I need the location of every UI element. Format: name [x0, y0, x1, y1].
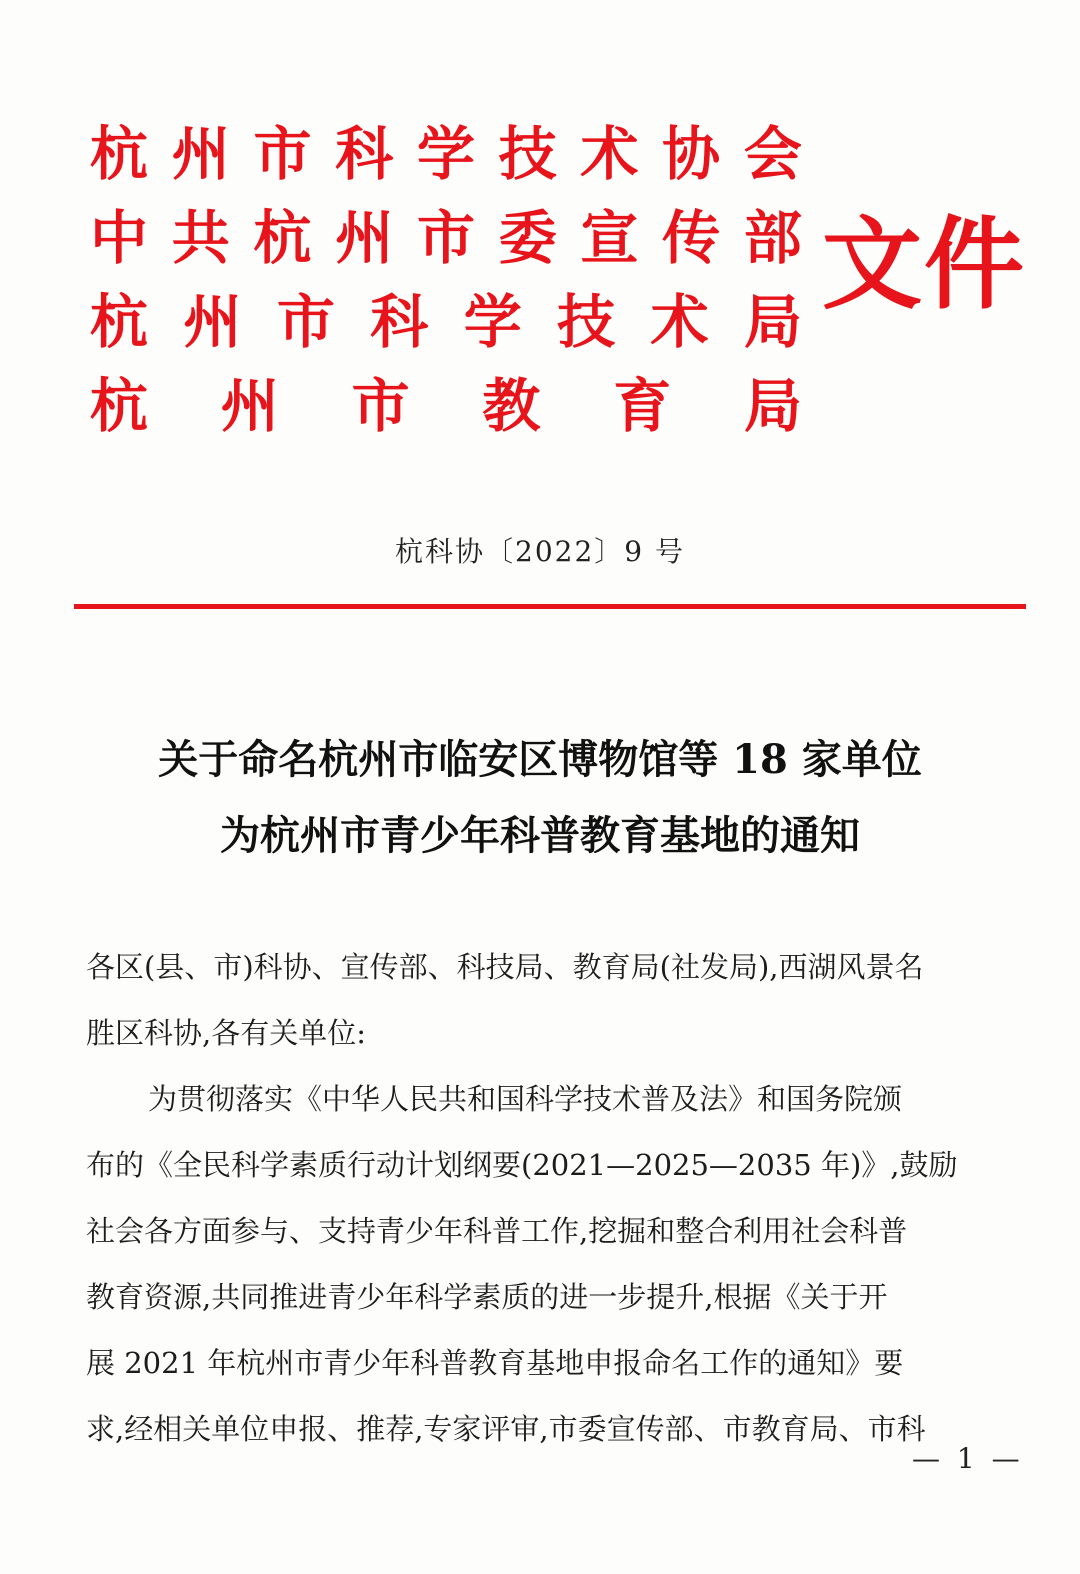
issuer-char: 局 [743, 288, 802, 356]
addressee-line-2: 胜区科协,各有关单位: [86, 1016, 366, 1050]
issuer-line-1 [90, 112, 802, 196]
issuer-char: 科 [335, 120, 394, 188]
paragraph-line: 求,经相关单位申报、推荐,专家评审,市委宣传部、市教育局、市科 [86, 1412, 926, 1446]
issuer-char: 州 [171, 120, 230, 188]
issuer-char: 学 [416, 120, 475, 188]
paragraph-line: 展 2021 年杭州市青少年科普教育基地申报命名工作的通知》要 [86, 1346, 904, 1380]
issuer-char: 市 [253, 120, 312, 188]
issuer-char: 部 [743, 204, 802, 272]
issuer-char: 杭 [90, 288, 149, 356]
issuer-char: 传 [662, 204, 721, 272]
page-number: — 1 — [912, 1442, 1024, 1475]
issuer-char: 术 [650, 288, 709, 356]
issuer-char: 市 [276, 288, 335, 356]
paragraph-line: 布的《全民科学素质行动计划纲要(2021—2025—2035 年)》,鼓励 [86, 1148, 958, 1182]
issuing-authorities [90, 112, 802, 448]
issuer-char: 局 [743, 372, 802, 440]
issuer-char: 共 [171, 204, 230, 272]
issuer-char: 委 [498, 204, 557, 272]
addressee-line-1: 各区(县、市)科协、宣传部、科技局、教育局(社发局),西湖风景名 [86, 950, 924, 984]
issuer-char: 州 [220, 372, 279, 440]
paragraph-line: 社会各方面参与、支持青少年科普工作,挖掘和整合利用社会科普 [86, 1214, 908, 1248]
issuer-char: 会 [743, 120, 802, 188]
issuer-char: 技 [498, 120, 557, 188]
issuer-line-3 [90, 280, 802, 364]
issuer-char: 教 [482, 372, 541, 440]
document-number: 杭科协〔2022〕9 号 [395, 535, 685, 568]
title-line-1: 关于命名杭州市临安区博物馆等 18 家单位 [158, 736, 922, 783]
issuer-char: 中 [90, 204, 149, 272]
issuer-char: 州 [335, 204, 394, 272]
issuer-char: 杭 [90, 120, 149, 188]
issuer-char: 学 [463, 288, 522, 356]
issuer-char: 协 [662, 120, 721, 188]
issuer-char: 育 [613, 372, 672, 440]
issuer-char: 技 [557, 288, 616, 356]
issuer-char: 市 [351, 372, 410, 440]
issuer-line-2 [90, 196, 802, 280]
issuer-char: 杭 [253, 204, 312, 272]
issuer-char: 宣 [580, 204, 639, 272]
issuer-char: 市 [416, 204, 475, 272]
title-line-2: 为杭州市青少年科普教育基地的通知 [220, 812, 860, 859]
issuer-char: 杭 [90, 372, 149, 440]
issuer-char: 科 [370, 288, 429, 356]
red-divider-line [74, 604, 1026, 609]
document-type-label: 文件 [822, 205, 1026, 323]
issuer-char: 州 [183, 288, 242, 356]
issuer-line-4 [90, 364, 802, 448]
paragraph-line: 教育资源,共同推进青少年科学素质的进一步提升,根据《关于开 [86, 1280, 888, 1314]
notice-title [0, 722, 1080, 874]
notice-body [86, 934, 1036, 1462]
paragraph-line: 为贯彻落实《中华人民共和国科学技术普及法》和国务院颁 [148, 1082, 903, 1116]
issuer-char: 术 [580, 120, 639, 188]
